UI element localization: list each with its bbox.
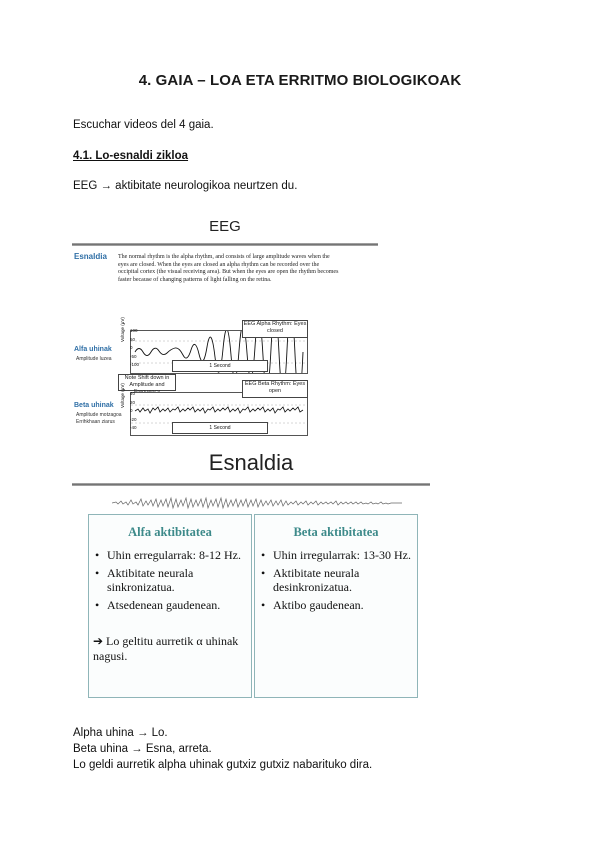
alfa-box [88, 514, 252, 698]
page-title: 4. GAIA – LOA ETA ERRITMO BIOLOGIKOAK [138, 72, 462, 89]
alfa-uhinak-sub: Amplitude luzea [76, 356, 112, 362]
alfa-note: ➔ Lo geltitu aurretik α uhinak nagusi. [93, 634, 239, 663]
slide-divider [72, 243, 378, 246]
eeg-line: EEG → aktibitate neurologikoa neurtzen du. [73, 180, 298, 192]
beta-uhinak-sub: Amplitude motzagoa [76, 412, 122, 418]
section-heading: 4.1. Lo-esnaldi zikloa [73, 150, 189, 162]
list-item: • Aktibitate neurala desinkronizatua. [259, 566, 417, 594]
alfa-uhinak-label: Alfa uhinak [74, 346, 112, 353]
list-item: • Aktibo gaudenean. [259, 598, 417, 612]
eeg-slide [72, 212, 378, 438]
alfa-heading: Alfa aktibitatea [128, 525, 212, 539]
tag-alpha-rhythm: EEG Alpha Rhythm: Eyes closed [242, 320, 308, 338]
list-item: • Aktibitate neurala sinkronizatua. [93, 566, 251, 594]
outro-line-3: Lo geldi aurretik alpha uhinak gutxiz gutxiz nabarituko dira. [73, 759, 373, 771]
beta-list [255, 548, 417, 612]
eeg-trace-decoration [112, 496, 402, 510]
beta-y-ticks: 40 20 0 -20 -40 [130, 391, 137, 430]
outro-line-1: Alpha uhina → Lo. [73, 727, 168, 739]
alfa-list [89, 548, 251, 612]
beta-heading: Beta aktibitatea [293, 525, 379, 539]
alpha-axis-label: Voltage (μV) [120, 317, 125, 342]
second-marker-beta: 1 Second [172, 422, 268, 434]
esnaldia-slide [72, 450, 430, 710]
intro-text: Escuchar videos del 4 gaia. [73, 119, 214, 131]
beta-uhinak-sub2: Errihkhaan ziarus [76, 419, 115, 425]
beta-axis-label: Voltage (μV) [120, 383, 125, 408]
list-item: • Uhin irregularrak: 13-30 Hz. [259, 548, 417, 562]
second-marker-alpha: 1 Second [172, 360, 268, 372]
tag-amplitude-shift: Note Shift down in Amplitude and [118, 374, 176, 391]
beta-uhinak-label: Beta uhinak [74, 402, 114, 409]
tag-beta-rhythm: EEG Beta Rhythm: Eyes open [242, 380, 308, 398]
slide2-divider [72, 483, 430, 486]
eeg-slide-title: EEG [209, 218, 241, 235]
list-item: • Uhin erregularrak: 8-12 Hz. [93, 548, 251, 562]
esnaldia-label: Esnaldia [74, 252, 107, 261]
list-item: • Atsedenean gaudenean. [93, 598, 251, 612]
beta-box [254, 514, 418, 698]
outro-line-2: Beta uhina → Esna, arreta. [73, 743, 212, 755]
alpha-y-ticks: 100 50 0 -50 -100 [130, 328, 140, 367]
esnaldia-slide-title: Esnaldia [208, 450, 294, 475]
eeg-description: The normal rhythm is the alpha rhythm, and consists of large amplitude waves when the eyes are closed. When the eyes are closed an alpha rhythm can be recorded over the occipital cortex (the visual receiving area). But when the eyes are open the rhythm becomes faster because of changing patterns of light falling on the retina. [118, 254, 339, 283]
